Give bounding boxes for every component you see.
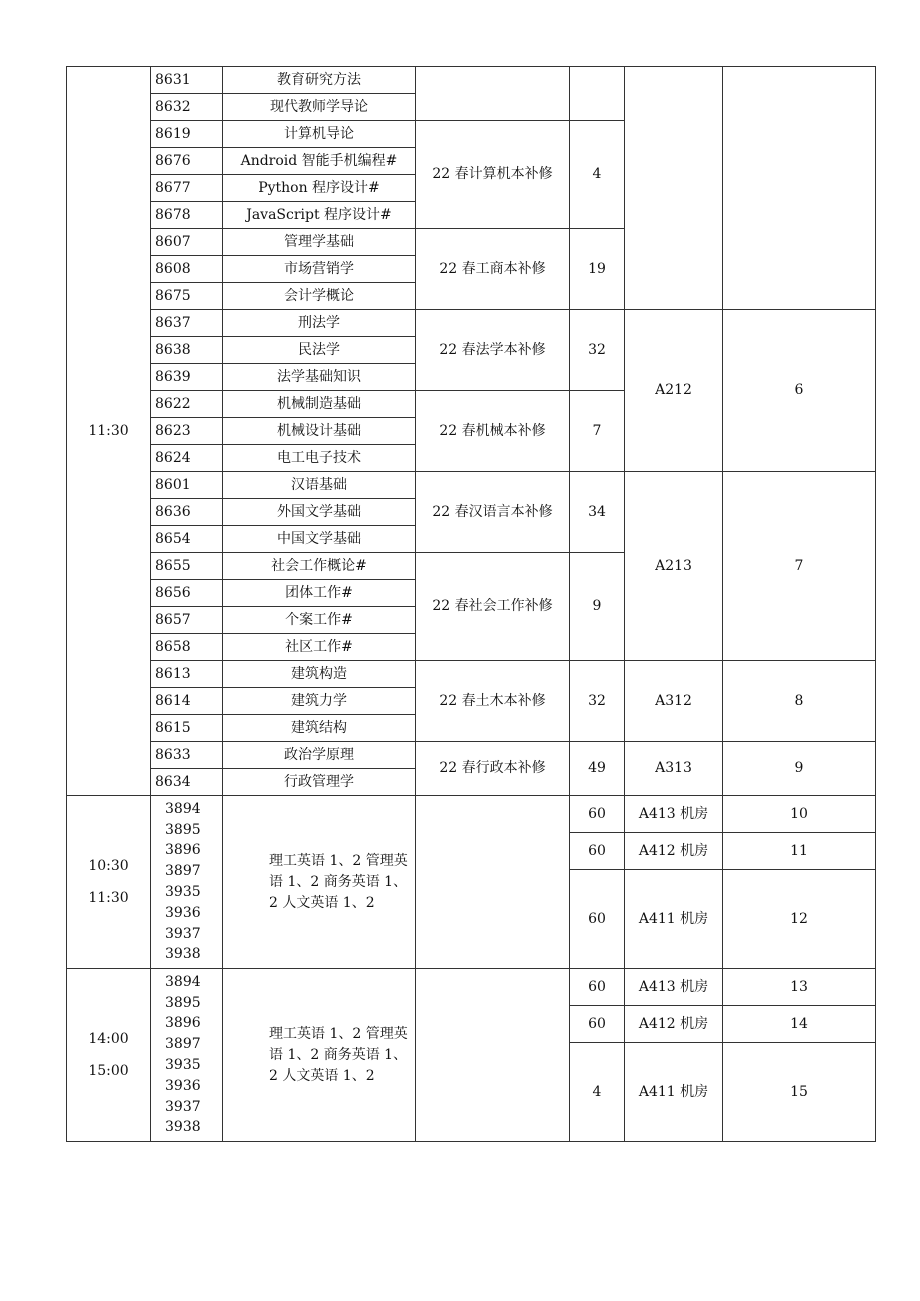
- student-count: 60: [570, 833, 625, 870]
- course-code: 8619: [151, 121, 223, 148]
- student-count: 19: [570, 229, 625, 310]
- course-code: 8608: [151, 256, 223, 283]
- course-code: 8633: [151, 742, 223, 769]
- course-name: 个案工作#: [223, 607, 416, 634]
- session-start-time: 14:00: [88, 1030, 129, 1047]
- session-end-time: 15:00: [88, 1063, 129, 1079]
- course-code: 8677: [151, 175, 223, 202]
- class-name: 22 春行政本补修: [416, 742, 570, 796]
- course-code: 3935: [165, 884, 201, 900]
- room-sequence-empty: [723, 67, 876, 310]
- course-code: 8637: [151, 310, 223, 337]
- session-time: 11:30: [67, 67, 151, 796]
- course-code: 8676: [151, 148, 223, 175]
- course-code: 8656: [151, 580, 223, 607]
- course-code: 8622: [151, 391, 223, 418]
- class-name: 22 春机械本补修: [416, 391, 570, 472]
- student-count: 60: [570, 1006, 625, 1043]
- course-code: 8658: [151, 634, 223, 661]
- course-code: 3897: [165, 863, 201, 880]
- table-row: [67, 742, 876, 769]
- class-name-empty: [416, 67, 570, 121]
- course-code: 3937: [165, 925, 201, 942]
- student-count: 60: [570, 969, 625, 1006]
- course-code: 8639: [151, 364, 223, 391]
- student-count: 60: [570, 870, 625, 969]
- course-name: 理工英语 1、2 管理英语 1、2 商务英语 1、2 人文英语 1、2: [223, 796, 416, 969]
- session-time: [67, 969, 151, 1142]
- course-code: 8634: [151, 769, 223, 796]
- student-count: 60: [570, 796, 625, 833]
- room-sequence: 7: [723, 472, 876, 661]
- course-code: 8654: [151, 526, 223, 553]
- course-name: 建筑构造: [223, 661, 416, 688]
- exam-room: A412 机房: [625, 1006, 723, 1043]
- table-row: [67, 661, 876, 688]
- course-code: 3936: [165, 904, 201, 921]
- course-code: 3935: [165, 1057, 201, 1073]
- course-code: 8623: [151, 418, 223, 445]
- course-name: 汉语基础: [223, 472, 416, 499]
- course-name: 行政管理学: [223, 769, 416, 796]
- course-name: 教育研究方法: [223, 67, 416, 94]
- course-code-list: [151, 969, 223, 1142]
- course-code: 8632: [151, 94, 223, 121]
- session-time: [67, 796, 151, 969]
- course-code: 3895: [165, 994, 201, 1011]
- student-count: 32: [570, 661, 625, 742]
- course-code-list: [151, 796, 223, 969]
- room-sequence: 10: [723, 796, 876, 833]
- class-name-empty: [416, 969, 570, 1142]
- student-count: 7: [570, 391, 625, 472]
- room-sequence: 11: [723, 833, 876, 870]
- student-count: 4: [570, 1043, 625, 1142]
- exam-room: A411 机房: [625, 1043, 723, 1142]
- course-name: 现代教师学导论: [223, 94, 416, 121]
- room-sequence: 8: [723, 661, 876, 742]
- table-row: [67, 969, 876, 1006]
- class-name: 22 春社会工作补修: [416, 553, 570, 661]
- course-code: 3897: [165, 1036, 201, 1053]
- course-name: 外国文学基础: [223, 499, 416, 526]
- course-name: 刑法学: [223, 310, 416, 337]
- room-sequence: 15: [723, 1043, 876, 1142]
- course-code: 8615: [151, 715, 223, 742]
- course-code: 3896: [165, 1015, 201, 1032]
- course-name: JavaScript 程序设计#: [223, 202, 416, 229]
- course-code: 3938: [165, 946, 201, 963]
- session-end-time: 11:30: [88, 890, 129, 906]
- session-start-time: 10:30: [88, 857, 129, 874]
- exam-room: A413 机房: [625, 796, 723, 833]
- course-name: 会计学概论: [223, 283, 416, 310]
- exam-room: A313: [625, 742, 723, 796]
- class-name: 22 春汉语言本补修: [416, 472, 570, 553]
- course-code: 8678: [151, 202, 223, 229]
- room-sequence: 6: [723, 310, 876, 472]
- course-name: 电工电子技术: [223, 445, 416, 472]
- student-count: 9: [570, 553, 625, 661]
- student-count: 49: [570, 742, 625, 796]
- course-code: 3894: [165, 800, 201, 817]
- course-name: 建筑结构: [223, 715, 416, 742]
- table-row: [67, 67, 876, 94]
- course-code: 3896: [165, 842, 201, 859]
- exam-room: A312: [625, 661, 723, 742]
- table-row: [67, 796, 876, 833]
- course-code: 8631: [151, 67, 223, 94]
- student-count: 4: [570, 121, 625, 229]
- class-name: 22 春法学本补修: [416, 310, 570, 391]
- class-name-empty: [416, 796, 570, 969]
- exam-room: A411 机房: [625, 870, 723, 969]
- course-name: 社区工作#: [223, 634, 416, 661]
- exam-room: A213: [625, 472, 723, 661]
- course-name: 机械制造基础: [223, 391, 416, 418]
- exam-room: A413 机房: [625, 969, 723, 1006]
- course-name: Android 智能手机编程#: [223, 148, 416, 175]
- room-sequence: 9: [723, 742, 876, 796]
- course-code: 3895: [165, 821, 201, 838]
- room-sequence: 13: [723, 969, 876, 1006]
- table-row: [67, 310, 876, 337]
- course-code: 3894: [165, 973, 201, 990]
- room-sequence: 12: [723, 870, 876, 969]
- course-name: 团体工作#: [223, 580, 416, 607]
- course-name: 市场营销学: [223, 256, 416, 283]
- room-sequence: 14: [723, 1006, 876, 1043]
- course-name: 机械设计基础: [223, 418, 416, 445]
- course-name: 理工英语 1、2 管理英语 1、2 商务英语 1、2 人文英语 1、2: [223, 969, 416, 1142]
- student-count: 32: [570, 310, 625, 391]
- course-name: 建筑力学: [223, 688, 416, 715]
- class-name: 22 春工商本补修: [416, 229, 570, 310]
- course-name: 法学基础知识: [223, 364, 416, 391]
- exam-room: A212: [625, 310, 723, 472]
- course-code: 8638: [151, 337, 223, 364]
- course-name: 中国文学基础: [223, 526, 416, 553]
- student-count: 34: [570, 472, 625, 553]
- class-name: 22 春计算机本补修: [416, 121, 570, 229]
- course-code: 8636: [151, 499, 223, 526]
- table-row: [67, 472, 876, 499]
- exam-schedule-table: [66, 66, 876, 1142]
- course-code: 8657: [151, 607, 223, 634]
- course-code: 3937: [165, 1098, 201, 1115]
- course-name: 民法学: [223, 337, 416, 364]
- exam-room-empty: [625, 67, 723, 310]
- course-code: 8624: [151, 445, 223, 472]
- course-name: Python 程序设计#: [223, 175, 416, 202]
- exam-room: A412 机房: [625, 833, 723, 870]
- course-code: 3938: [165, 1119, 201, 1136]
- class-name: 22 春土木本补修: [416, 661, 570, 742]
- course-code: 3936: [165, 1077, 201, 1094]
- course-name: 管理学基础: [223, 229, 416, 256]
- course-code: 8607: [151, 229, 223, 256]
- course-code: 8601: [151, 472, 223, 499]
- course-name: 社会工作概论#: [223, 553, 416, 580]
- course-code: 8614: [151, 688, 223, 715]
- course-code: 8613: [151, 661, 223, 688]
- course-name: 政治学原理: [223, 742, 416, 769]
- course-code: 8675: [151, 283, 223, 310]
- course-name: 计算机导论: [223, 121, 416, 148]
- course-code: 8655: [151, 553, 223, 580]
- student-count-empty: [570, 67, 625, 121]
